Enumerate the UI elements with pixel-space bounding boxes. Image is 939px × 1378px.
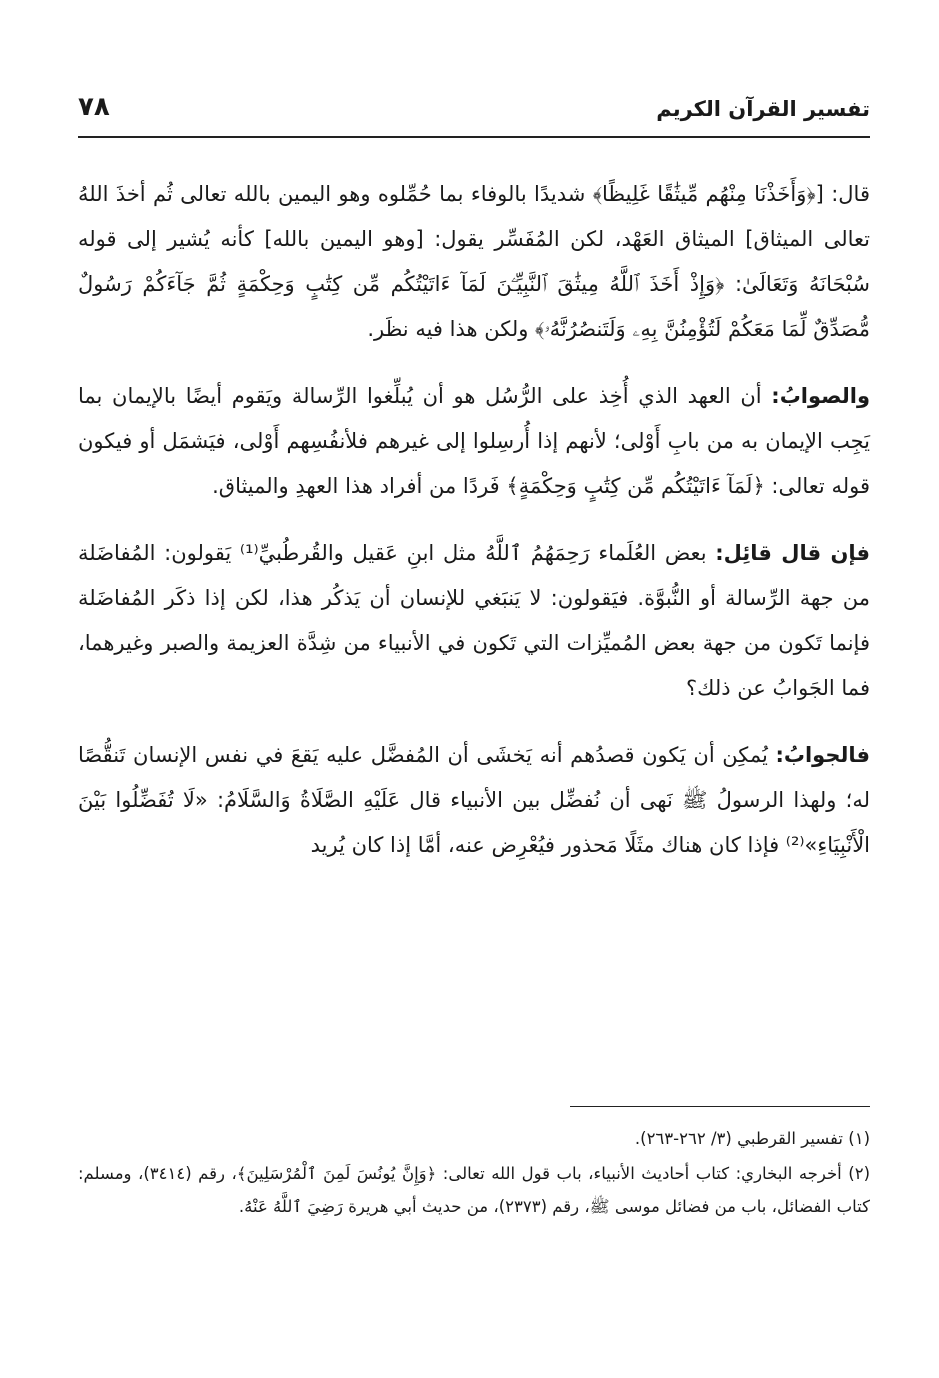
paragraph-text: أن العهد الذي أُخِذ على الرُّسُل هو أن يُبلِّغوا الرِّسالة ويَقوم أيضًا بالإيمان بما يَجِب الإيمان به من بابِ أَوْلى؛ لأنهم إذا أُرسِلوا إلى غيرهم فلأنفُسِهم أَوْلى، فيَشمَل أو فيكون قوله تعالى: ﴿لَمَآ ءَاتَيْتُكُم مِّن كِتَٰبٍ وَحِكْمَةٍ﴾ فَردًا من أفراد هذا العهدِ والميثاق.	[78, 384, 870, 498]
header-divider	[78, 136, 870, 138]
paragraph-text: يُمكِن أن يَكون قصدُهم أنه يَخشَى أن المُفضَّل عليه يَقعَ في نفس الإنسان تَنقُّصًا له؛ ولهذا الرسولُ ﷺ نَهى أن نُفضِّل بين الأنبياء قال عَلَيْهِ الصَّلَاةُ وَالسَّلَامُ: «لَا تُفَضِّلُوا بَيْنَ الْأَنْبِيَاءِ»⁽²⁾ فإذا كان هناك مثَلًا مَحذور فيُعْرِض عنه، أمَّا إذا كان يُريد	[78, 743, 870, 857]
footnote-1: (١) تفسير القرطبي (٣/ ٢٦٢-٢٦٣).	[634, 1129, 870, 1148]
footnote-2: (٢) أخرجه البخاري: كتاب أحاديث الأنبياء، باب قول الله تعالى: ﴿وَإِنَّ يُونُسَ لَمِنَ ٱلْمُرْسَلِينَ﴾، رقم (٣٤١٤)، ومسلم: كتاب الفضائل، باب من فضائل موسى ﷺ، رقم (٢٣٧٣)، من حديث أبي هريرة رَضِيَ ٱللَّهُ عَنْهُ.	[78, 1164, 870, 1216]
book-page	[78, 0, 870, 1378]
paragraph-1	[78, 172, 870, 352]
paragraph-lead: فإن قال قائِل:	[715, 541, 871, 565]
paragraph-lead: فالجوابُ:	[775, 743, 870, 767]
main-text	[78, 172, 870, 890]
running-title: تفسير القرآن الكريم	[656, 97, 870, 121]
page-number: ٧٨	[78, 92, 110, 122]
footnotes	[78, 1122, 870, 1225]
footnote-divider	[570, 1106, 870, 1107]
page-header	[78, 92, 870, 132]
paragraph-2	[78, 374, 870, 509]
paragraph-text: بعض العُلَماء رَحِمَهُمُ ٱللَّهُ مثل ابنِ عَقيل والقُرطُبيِّ⁽¹⁾ يَقولون: المُفاضَلة من جهة الرِّسالة أو النُّبوَّة. فيَقولون: لا يَنبَغي للإنسان أن يَذكُر هذا، لكن إذا ذكَر المُفاضَلة فإنما تَكون من جهة بعض المُميِّزات التي تَكون في الأنبياء من شِدَّة العزيمة والصبر وغيرهما، فما الجَوابُ عن ذلك؟	[78, 541, 870, 700]
paragraph-text: قال: [﴿وَأَخَذْنَا مِنْهُم مِّيثَٰقًا غَلِيظًا﴾ شديدًا بالوفاء بما حُمِّلوه وهو اليمين بالله تعالى ثُم أخذَ اللهُ تعالى الميثاق] الميثاق العَهْد، لكن المُفَسِّر يقول: [وهو اليمين بالله] كأنه يُشير إلى قوله سُبْحَانَهُ وَتَعَالَىٰ: ﴿وَإِذْ أَخَذَ ٱللَّهُ مِيثَٰقَ ٱلنَّبِيِّـۧنَ لَمَآ ءَاتَيْتُكُم مِّن كِتَٰبٍ وَحِكْمَةٍ ثُمَّ جَآءَكُمْ رَسُولٌ مُّصَدِّقٌ لِّمَا مَعَكُمْ لَتُؤْمِنُنَّ بِهِۦ وَلَتَنصُرُنَّهُۥ﴾ ولكن هذا فيه نظَر.	[78, 182, 870, 341]
paragraph-lead: والصوابُ:	[771, 384, 870, 408]
paragraph-3	[78, 531, 870, 711]
paragraph-4	[78, 733, 870, 868]
